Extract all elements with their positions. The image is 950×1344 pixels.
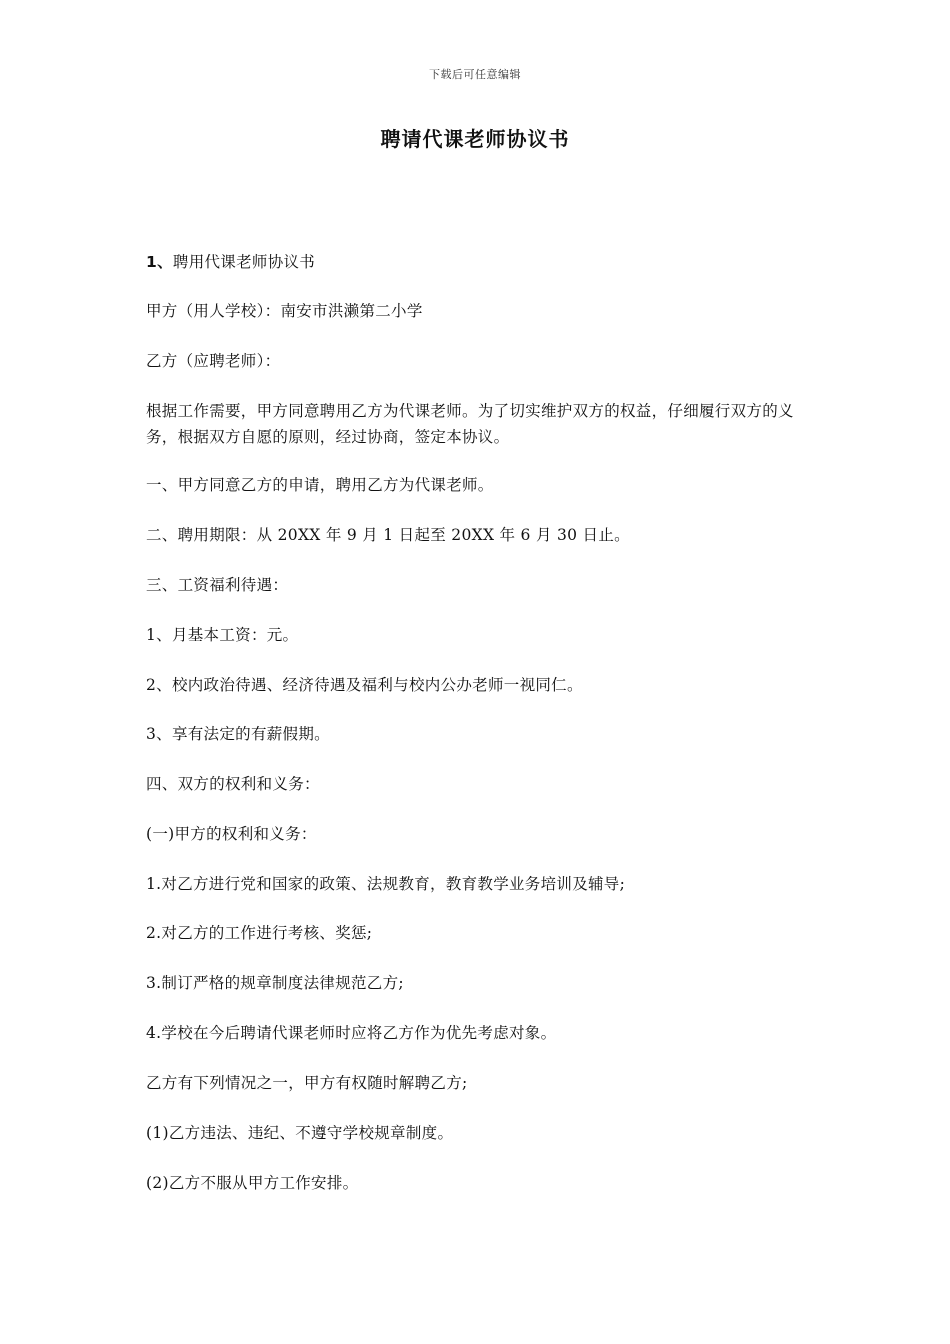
dismissal-condition-2: (2)乙方不服从甲方工作安排。 — [146, 1174, 359, 1192]
document-title: 聘请代课老师协议书 — [380, 127, 570, 151]
dismissal-conditions-heading: 乙方有下列情况之一，甲方有权随时解聘乙方; — [146, 1074, 468, 1092]
party-a-rights-heading: (一)甲方的权利和义务： — [146, 825, 317, 843]
clause-3-item-3: 3、享有法定的有薪假期。 — [146, 725, 330, 743]
clause-3-heading: 三、工资福利待遇： — [146, 576, 289, 594]
dismissal-condition-1: (1)乙方违法、违纪、不遵守学校规章制度。 — [146, 1124, 454, 1142]
section-heading — [146, 249, 806, 275]
header-note: 下载后可任意编辑 — [429, 68, 521, 81]
party-a-line: 甲方（用人学校）：南安市洪濑第二小学 — [146, 302, 423, 320]
section-number: 1、 — [146, 253, 173, 271]
clause-4-heading: 四、双方的权利和义务： — [146, 775, 320, 793]
party-b-line: 乙方（应聘老师）： — [146, 352, 281, 370]
clause-3-item-2: 2、校内政治待遇、经济待遇及福利与校内公办老师一视同仁。 — [146, 676, 583, 694]
party-a-right-2: 2.对乙方的工作进行考核、奖惩; — [146, 924, 373, 942]
section-heading-text: 聘用代课老师协议书 — [172, 253, 316, 271]
party-a-right-4: 4.学校在今后聘请代课老师时应将乙方作为优先考虑对象。 — [146, 1024, 557, 1042]
party-a-right-3: 3.制订严格的规章制度法律规范乙方; — [146, 974, 404, 992]
preamble-paragraph: 根据工作需要，甲方同意聘用乙方为代课老师。为了切实维护双方的权益，仔细履行双方的义务，根据双方自愿的原则，经过协商，签定本协议。 — [146, 402, 794, 446]
clause-2-term: 二、聘用期限：从 20XX 年 9 月 1 日起至 20XX 年 6 月 30 日止。 — [146, 526, 630, 544]
clause-3-item-1: 1、月基本工资：元。 — [146, 626, 299, 644]
clause-1: 一、甲方同意乙方的申请，聘用乙方为代课老师。 — [146, 476, 494, 494]
party-a-right-1: 1.对乙方进行党和国家的政策、法规教育，教育教学业务培训及辅导; — [146, 875, 626, 893]
